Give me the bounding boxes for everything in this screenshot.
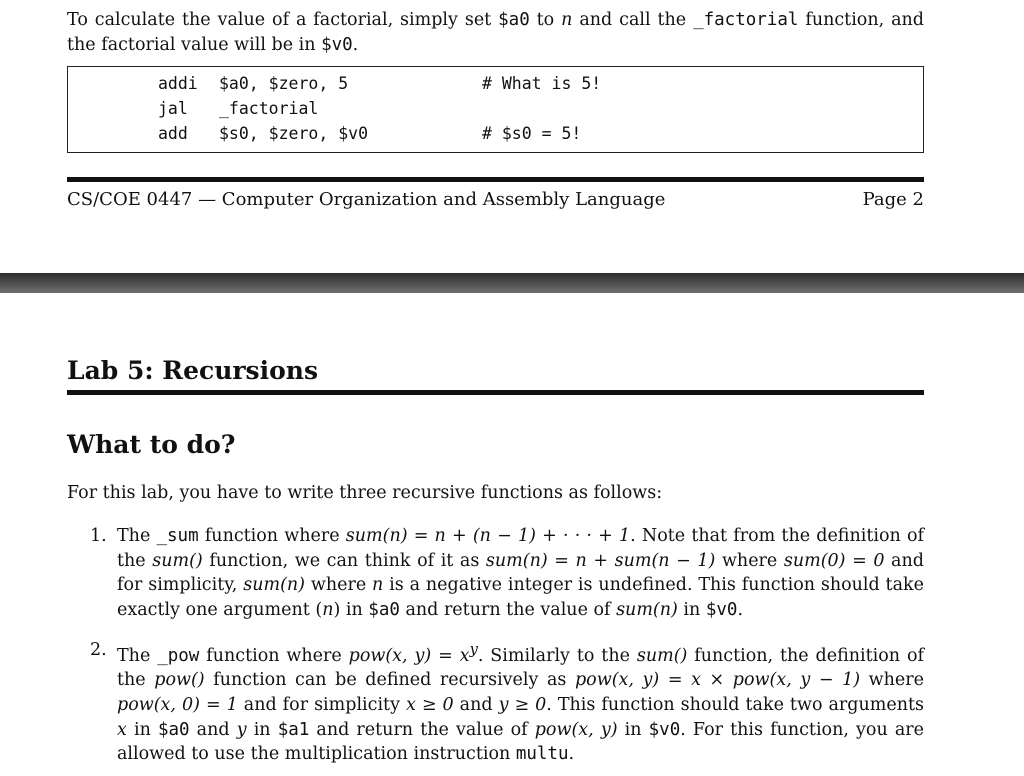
math-expression: sum(0) = 0	[783, 550, 885, 571]
intro-paragraph	[67, 8, 924, 58]
list-item-number: 2.	[90, 640, 107, 660]
math-expression: sum(n) = n + (n − 1) + · · · + 1	[345, 526, 631, 546]
instruction-multu: multu	[515, 744, 569, 765]
code-line	[68, 74, 923, 98]
text: where	[860, 670, 924, 691]
text: to	[529, 10, 562, 30]
page-separator	[0, 273, 1024, 293]
register-a0: $a0	[157, 719, 190, 740]
text: and	[189, 719, 237, 740]
register-a0: $a0	[368, 599, 400, 620]
text: where	[715, 550, 784, 571]
text: ) in	[333, 599, 369, 620]
function-pow: _pow	[157, 645, 200, 666]
lab-title: Lab 5: Recursions	[67, 356, 319, 385]
register-v0: $v0	[648, 719, 681, 740]
register-v0: $v0	[705, 599, 738, 620]
code-opcode: addi	[158, 74, 198, 93]
code-operands: $a0, $zero, 5	[219, 74, 349, 93]
text: function where	[198, 526, 346, 546]
math-expression: pow(x, y)	[534, 719, 618, 740]
code-comment: # What is 5!	[482, 74, 602, 93]
code-operands: _factorial	[219, 99, 319, 118]
list-item-body	[117, 524, 924, 622]
text: .	[352, 35, 359, 55]
math-expression: sum(n)	[616, 599, 678, 620]
text: and	[453, 695, 499, 716]
math-expression: sum(n) = n + sum(n − 1)	[485, 550, 716, 571]
code-operands: $s0, $zero, $v0	[219, 124, 369, 143]
code-comment: # $s0 = 5!	[482, 124, 582, 143]
register-a0: $a0	[498, 10, 530, 30]
code-listing	[67, 66, 924, 153]
title-rule	[67, 390, 924, 395]
text: function where	[199, 645, 349, 666]
list-item	[90, 524, 924, 622]
text: is a negative integer is undefined. This function should take exactly one argument (	[117, 575, 924, 620]
text: and return the value of	[309, 719, 535, 740]
text: and for simplicity,	[117, 550, 924, 596]
section-heading: What to do?	[67, 430, 236, 459]
math-expression: pow(x, 0) = 1	[117, 695, 238, 716]
text: in	[246, 719, 278, 740]
math-superscript: y	[469, 641, 478, 658]
text: . For this function, you are allowed to use the multiplication instruction	[117, 719, 924, 765]
text: . Note that from the definition of the	[117, 526, 924, 571]
math-expression: n	[372, 575, 384, 596]
math-expression: sum(n)	[243, 575, 305, 596]
math-expression: y ≥ 0	[498, 695, 547, 716]
code-line	[68, 124, 923, 148]
math-expression: pow(x, y) = x	[348, 645, 470, 666]
footer-page-number: Page 2	[862, 189, 924, 210]
text: where	[305, 575, 373, 596]
register-a1: $a1	[277, 719, 310, 740]
code-opcode: jal	[158, 99, 188, 118]
math-expression: sum()	[152, 550, 203, 571]
text: in	[677, 599, 706, 620]
math-expression: pow()	[154, 670, 205, 691]
text: The	[117, 645, 158, 666]
text: function can be defined recursively as	[204, 670, 575, 691]
text: function, and the factorial value will be in	[67, 10, 924, 55]
text: The	[117, 526, 157, 546]
text: and return the value of	[399, 599, 617, 620]
text: function, the definition of the	[117, 645, 924, 691]
lead-paragraph: For this lab, you have to write three recursive functions as follows:	[67, 483, 663, 503]
code-opcode: add	[158, 124, 188, 143]
footer-rule	[67, 177, 924, 182]
math-expression: y	[236, 719, 247, 740]
code-line	[68, 99, 923, 123]
function-sum: _sum	[156, 526, 199, 546]
text: and for simplicity	[237, 695, 406, 716]
math-n: n	[561, 10, 573, 30]
math-expression: x	[117, 719, 127, 740]
text: in	[617, 719, 649, 740]
text: . Similarly to the	[477, 645, 637, 666]
math-expression: n	[322, 599, 334, 620]
list-item	[90, 638, 924, 767]
text: function, we can think of it as	[202, 550, 486, 571]
register-v0: $v0	[321, 35, 353, 55]
text: .	[737, 599, 744, 620]
math-expression: pow(x, y) = x × pow(x, y − 1)	[574, 670, 861, 691]
text: To calculate the value of a factorial, simply set	[67, 10, 499, 30]
text: .	[568, 744, 575, 765]
list-item-number: 1.	[90, 526, 107, 546]
text: in	[126, 719, 158, 740]
list-item-body	[117, 638, 924, 767]
text: and call the	[572, 10, 694, 30]
math-expression: sum()	[636, 645, 688, 666]
text: . This function should take two arguments	[546, 695, 924, 716]
footer-course-title: CS/COE 0447 — Computer Organization and Assembly Language	[67, 189, 666, 210]
math-expression: x ≥ 0	[405, 695, 454, 716]
function-factorial: _factorial	[693, 10, 799, 30]
